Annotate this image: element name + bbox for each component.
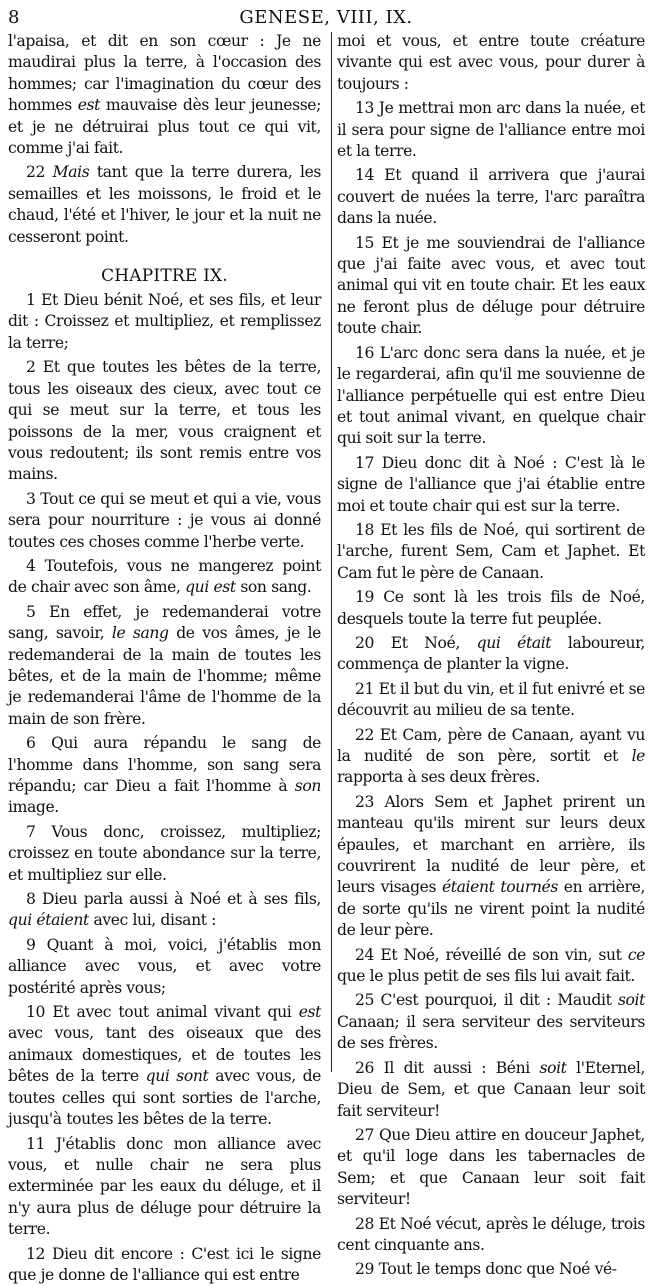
text-run: 22 xyxy=(26,163,53,182)
verse-22 xyxy=(8,162,321,248)
verse-13 xyxy=(337,98,645,162)
verse-7 xyxy=(8,822,321,886)
italic-text: soit xyxy=(617,991,645,1010)
verse-29 xyxy=(337,1259,645,1280)
verse-3 xyxy=(8,489,321,553)
text-run: 4 Toutefois, vous ne mangerez point de chair avec son âme, xyxy=(8,556,321,597)
text-run: 20 Et Noé, xyxy=(355,633,477,652)
text-run: 19 Ce sont là les trois fils de Noé, desquels toute la terre fut peuplée. xyxy=(337,588,645,628)
verse-8 xyxy=(8,889,321,932)
verse-4 xyxy=(8,556,321,599)
italic-text: qui était xyxy=(476,633,552,652)
text-run: en arrière, de sorte qu'ils ne virent point la nudité de leur père. xyxy=(337,878,645,940)
text-run: 6 Qui aura répandu le sang de l'homme dans l'homme, son sang sera répandu; car Dieu a fait l'homme à xyxy=(8,734,321,795)
text-run: moi et vous, et entre toute créature vivante qui est avec vous, pour durer à toujours : xyxy=(337,32,645,93)
text-run: image. xyxy=(8,798,59,817)
text-run: avec lui, disant : xyxy=(88,911,216,930)
verse-28 xyxy=(337,1214,645,1257)
text-run: 12 Dieu dit encore : C'est ici le signe que je donne de l'alliance qui est entre xyxy=(8,1244,321,1284)
italic-text: étaient tournés xyxy=(441,878,558,897)
text-run: 24 Et Noé, réveillé de son vin, sut xyxy=(355,945,628,964)
text-run: 9 Quant à moi, voici, j'établis mon alliance avec vous, et avec votre postérité après vous; xyxy=(8,935,321,997)
text-run: 5 En effet, je redemanderai votre sang, savoir, xyxy=(8,602,321,643)
text-run: 17 Dieu donc dit à Noé : C'est là le signe de l'alliance que j'ai établie entre moi et toute chair qui est sur la terre. xyxy=(337,453,645,515)
italic-text: est xyxy=(298,1003,321,1022)
verse-11 xyxy=(8,1134,321,1241)
verse-15 xyxy=(337,233,645,340)
verse-22 xyxy=(337,725,645,789)
text-run: tant que la terre durera, les semailles et les moissons, le froid et le chaud, l'été et l'hiver, le jour et la nuit ne cesseront point. xyxy=(8,163,321,246)
text-run: Canaan; il sera serviteur des serviteurs de ses frères. xyxy=(337,1012,645,1053)
verse-21 xyxy=(337,679,645,722)
right-verses xyxy=(337,98,645,1281)
verse-25 xyxy=(337,990,645,1054)
italic-text: Mais xyxy=(52,163,90,182)
verse-2 xyxy=(8,357,321,485)
verse-24 xyxy=(337,945,645,988)
text-run: 23 Alors Sem et Japhet prirent un manteau qu'ils mirent sur leurs deux épaules, et marchant en arrière, ils couvrirent la nudité de leur père, et leurs visages xyxy=(337,792,645,897)
verse-14 xyxy=(337,165,645,229)
text-run: laboureur, commença de planter la vigne. xyxy=(337,633,645,674)
verse-12 xyxy=(8,1244,321,1286)
verse-19 xyxy=(337,587,645,630)
verse-26 xyxy=(337,1058,645,1122)
text-run: rapporta à ses deux frères. xyxy=(337,768,540,787)
text-run: 10 Et avec tout animal vivant qui xyxy=(26,1003,299,1022)
verse-continuation xyxy=(8,31,321,159)
italic-text: qui sont xyxy=(145,1067,209,1086)
text-run: 2 Et que toutes les bêtes de la terre, tous les oiseaux des cieux, avec tout ce qui se meut sur la terre, et tous les poissons de la mer, vous craignent et vous redoutent; ils sont remis entre vos mains. xyxy=(8,358,321,484)
verse-6 xyxy=(8,733,321,819)
text-run: avec vous, tant des oiseaux que des animaux domestiques, et de toutes les bêtes de la terre xyxy=(8,1024,321,1086)
text-run: 7 Vous donc, croissez, multipliez; croissez en toute abondance sur la terre, et multipliez sur elle. xyxy=(8,822,321,884)
text-run: 28 Et Noé vécut, après le déluge, trois cent cinquante ans. xyxy=(337,1214,645,1254)
text-run: 29 Tout le temps donc que Noé vé- xyxy=(355,1260,617,1279)
text-run: mauvaise dès leur jeunesse; et je ne détruirai plus tout ce qui vit, comme j'ai fait. xyxy=(8,96,321,158)
verse-18 xyxy=(337,520,645,584)
text-run: l'Eternel, Dieu de Sem, et que Canaan leur soit fait serviteur! xyxy=(337,1058,645,1120)
right-column xyxy=(337,31,645,1281)
verse-27 xyxy=(337,1125,645,1211)
italic-text: le xyxy=(631,747,645,765)
running-title: GENESE, VIII, IX. xyxy=(239,7,413,28)
text-run: 11 J'établis donc mon alliance avec vous, et nulle chair ne sera plus exterminée par les eaux du déluge, et il n'y aura plus de déluge pour détruire la terre. xyxy=(8,1134,321,1239)
italic-text: ce xyxy=(627,945,645,964)
column-divider xyxy=(331,32,332,1072)
italic-text: est xyxy=(77,96,100,115)
text-run: 3 Tout ce qui se meut et qui a vie, vous sera pour nourriture : je vous ai donné toutes ces choses comme l'herbe verte. xyxy=(8,489,321,551)
text-run: 25 C'est pourquoi, il dit : Maudit xyxy=(355,991,618,1010)
italic-text: soit xyxy=(539,1058,567,1077)
verse-continuation xyxy=(337,31,645,95)
page-number: 8 xyxy=(8,7,20,28)
verse-20 xyxy=(337,633,645,676)
text-run: que le plus petit de ses fils lui avait fait. xyxy=(337,967,635,986)
verse-23 xyxy=(337,792,645,942)
left-column xyxy=(8,31,321,1286)
text-run: 15 Et je me souviendrai de l'alliance que j'ai faite avec vous, et avec tout animal qui vit en toute chair. Et les eaux ne feront plus de déluge pour détruire toute chair. xyxy=(337,233,645,338)
text-run: 21 Et il but du vin, et il fut enivré et se découvrit au milieu de sa tente. xyxy=(337,679,645,720)
text-run: 18 Et les fils de Noé, qui sortirent de l'arche, furent Sem, Cam et Japhet. Et Cam fut le père de Canaan. xyxy=(337,520,645,582)
verse-1 xyxy=(8,290,321,354)
text-run: 1 Et Dieu bénit Noé, et ses fils, et leur dit : Croissez et multipliez, et remplissez la terre; xyxy=(8,291,321,352)
verse-10 xyxy=(8,1002,321,1130)
text-run: 13 Je mettrai mon arc dans la nuée, et il sera pour signe de l'alliance entre moi et la terre. xyxy=(337,99,645,161)
text-run: 16 L'arc donc sera dans la nuée, et je le regarderai, afin qu'il me souvienne de l'alliance perpétuelle qui est entre Dieu et tout animal vivant, en quelque chair qui soit sur la terre. xyxy=(337,343,645,448)
verse-5 xyxy=(8,602,321,730)
text-run: avec vous, de toutes celles qui sont sorties de l'arche, jusqu'à toutes les bêtes de la terre. xyxy=(8,1067,322,1129)
verse-9 xyxy=(8,935,321,999)
page-header xyxy=(8,6,644,30)
verse-16 xyxy=(337,343,645,450)
text-run: 22 Et Cam, père de Canaan, ayant vu la nudité de son père, sortit et xyxy=(337,725,645,765)
text-run: de vos âmes, je le redemanderai de la main de toutes les bêtes, et de la main de l'homme; même je redemanderai l'âme de l'homme de la main de son frère. xyxy=(8,624,321,728)
verse-17 xyxy=(337,453,645,517)
text-run: l'apaisa, et dit en son cœur : Je ne maudirai plus la terre, à l'occasion des hommes; car l'imagination du cœur des hommes xyxy=(8,32,321,115)
italic-text: qui étaient xyxy=(8,911,89,930)
text-run: 8 Dieu parla aussi à Noé et à ses fils, xyxy=(26,890,321,909)
left-verses xyxy=(8,290,321,1286)
text-run: 26 Il dit aussi : Béni xyxy=(355,1058,540,1077)
italic-text: qui est xyxy=(185,578,236,597)
chapter-heading: CHAPITRE IX. xyxy=(101,266,228,287)
italic-text: son xyxy=(294,777,321,795)
text-run: 14 Et quand il arrivera que j'aurai couvert de nuées la terre, l'arc paraîtra dans la nuée. xyxy=(337,166,645,228)
text-run: 27 Que Dieu attire en douceur Japhet, et qu'il loge dans les tabernacles de Sem; et que Canaan leur soit fait serviteur! xyxy=(337,1125,645,1209)
text-run: son sang. xyxy=(235,578,312,597)
italic-text: le sang xyxy=(111,624,169,643)
